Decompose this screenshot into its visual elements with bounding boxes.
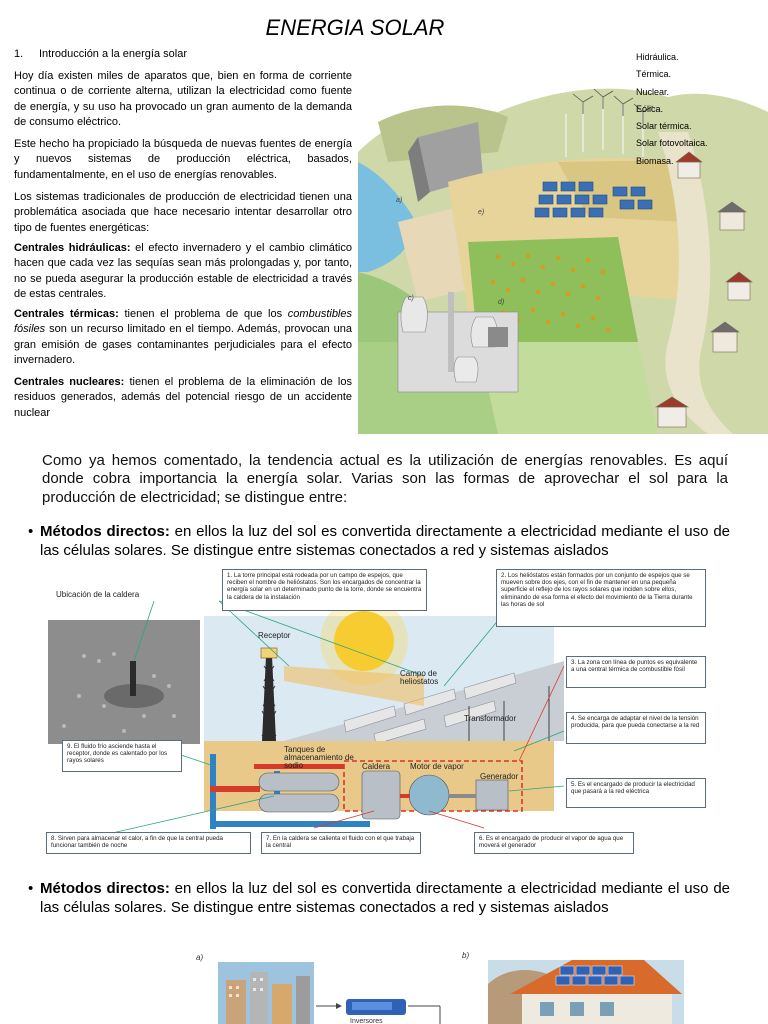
thermal-text-a: tienen el problema de que los <box>118 308 288 320</box>
fig-label-c: c) <box>408 295 414 302</box>
generator-label: Generador <box>480 772 519 781</box>
pv-systems-illustration <box>0 944 768 1024</box>
callout-5: 5. Es el encargado de producir la electricidad que pasará a la red eléctrica <box>566 778 706 808</box>
list-item: Solar térmica. <box>636 121 692 132</box>
list-item: Solar fotovoltaica. <box>636 138 708 149</box>
nuclear-label: Centrales nucleares: <box>14 376 125 388</box>
callout-2: 2. Los helióstatos están formados por un conjunto de espejos que se mueven sobre dos ejes, con el fin de mantener en una pequeña superficie el reflejo de los rayos solares que inciden sobre ellos, eliminando de esa forma el efecto del movimiento de la Tierra durante las horas de sol <box>496 569 706 627</box>
callout-7: 7. En la caldera se calienta el fluido con el que trabaja la central <box>261 832 421 854</box>
inverter-label: Inversores <box>350 1018 383 1024</box>
bullet-dot-icon: • <box>28 880 34 897</box>
nuclear-text: tienen el problema de la eliminación de los residuos generados, además del potencial riesgo de un accidente nuclear <box>14 376 352 419</box>
solar-tower-diagram <box>44 566 716 856</box>
bullet-dot-icon: • <box>28 523 34 540</box>
callout-1: 1. La torre principal está rodeada por un campo de espejos, que reciben el nombre de helióstatos. Son los encargados de concentrar la energía solar en un determinado punto de la torre, donde se encuentra la caldera de la instalación <box>222 569 427 611</box>
fig-label-e: e) <box>478 209 485 216</box>
bullet-label: Métodos directos: <box>40 880 170 897</box>
callout-9: 9. El fluido frío asciende hasta el receptor, donde es calentado por los rayos solares <box>62 740 182 772</box>
section-number: 1. <box>14 48 24 60</box>
slide3-bullet <box>28 880 730 917</box>
list-item: Biomasa. <box>636 155 674 166</box>
bullet-text: en ellos la luz del sol es convertida directamente a electricidad mediante el uso de las células solares. Se distingue entre sistemas conectados a red y sistemas aislados <box>40 880 730 916</box>
callout-8: 8. Sirven para almacenar el calor, a fin de que la central pueda funcionar también de noche <box>46 832 251 854</box>
thermal-text-b: son un recurso limitado en el tiempo. Además, provocan una gran emisión de gases contaminantes perjudiciales para el efecto invernadero. <box>14 323 352 366</box>
boiler-label: Caldera <box>362 762 391 771</box>
paragraph-traditional: Los sistemas tradicionales de producción de electricidad tienen una problemática asociada que hace necesario intentar desarrollar otro tipo de fuentes energéticas: <box>14 191 352 234</box>
heliostat-field-label: Campo de heliostatos <box>400 669 439 686</box>
receptor-label: Receptor <box>258 631 291 640</box>
thermal-label: Centrales térmicas: <box>14 308 119 320</box>
section-title: Introducción a la energía solar <box>39 48 187 60</box>
paragraph-intro: Hoy día existen miles de aparatos que, bien en forma de corriente continua o de corriente alterna, utilizan la electricidad como fuente de energía, y su uso ha provocado un gran aumento de la demanda de consumo eléctrico. <box>14 70 352 128</box>
storage-tanks-label: Tanques de almacenamiento de sodio <box>284 745 354 770</box>
paragraph-nuclear <box>14 375 352 421</box>
paragraph-renewables: Este hecho ha propiciado la búsqueda de nuevas fuentes de energía y nuevos sistemas de producción eléctrica, basados, fundamentalmente, en el uso de energías renovables. <box>14 138 352 181</box>
slide2-intro: Como ya hemos comentado, la tendencia actual es la utilización de energías renovables. Es aquí donde cobra importancia la energía solar. Varias son las formas de aprovechar el sol para la producción de electricidad; se distingue entre: <box>42 452 728 506</box>
section-heading <box>14 48 187 60</box>
hydraulic-text: el efecto invernadero y el cambio climático hacen que cada vez las sequías sean más prolongadas y, por tanto, no se pueda asegurar la producción estable de electricidad a través de estas centrales. <box>14 242 352 300</box>
transformer-label: Transformador <box>464 714 517 723</box>
steam-motor-label: Motor de vapor <box>410 762 464 771</box>
list-item: Eólica. <box>636 103 664 114</box>
fig-label-a: a) <box>396 197 403 204</box>
bullet-label: Métodos directos: <box>40 523 170 540</box>
thermal-italic: combustibles fósiles <box>14 308 352 336</box>
fig-label-d: d) <box>498 299 505 306</box>
callout-6: 6. Es el encargado de producir el vapor de agua que moverá el generador <box>474 832 634 854</box>
bullet-text: en ellos la luz del sol es convertida directamente a electricidad mediante el uso de las células solares. Se distingue entre sistemas conectados a red y sistemas aislados <box>40 523 730 559</box>
callout-3: 3. La zona con línea de puntos es equivalente a una central térmica de combustible fósil <box>566 656 706 688</box>
callout-4: 4. Se encarga de adaptar el nivel de la tensión producida, para que pueda conectarse a la red <box>566 712 706 744</box>
list-item: Nuclear. <box>636 86 670 97</box>
slide2-bullet <box>28 523 730 560</box>
figure-label-a: a) <box>196 953 204 962</box>
list-item: Hidráulica. <box>636 52 679 62</box>
location-label: Ubicación de la caldera <box>56 590 140 599</box>
paragraph-thermal <box>14 307 352 368</box>
paragraph-hydraulic <box>14 241 352 302</box>
energy-sources-list <box>636 49 708 170</box>
list-item: Térmica. <box>636 69 672 80</box>
page-title: ENERGIA SOLAR <box>265 15 445 40</box>
figure-label-b: b) <box>462 951 470 960</box>
hydraulic-label: Centrales hidráulicas: <box>14 242 131 254</box>
